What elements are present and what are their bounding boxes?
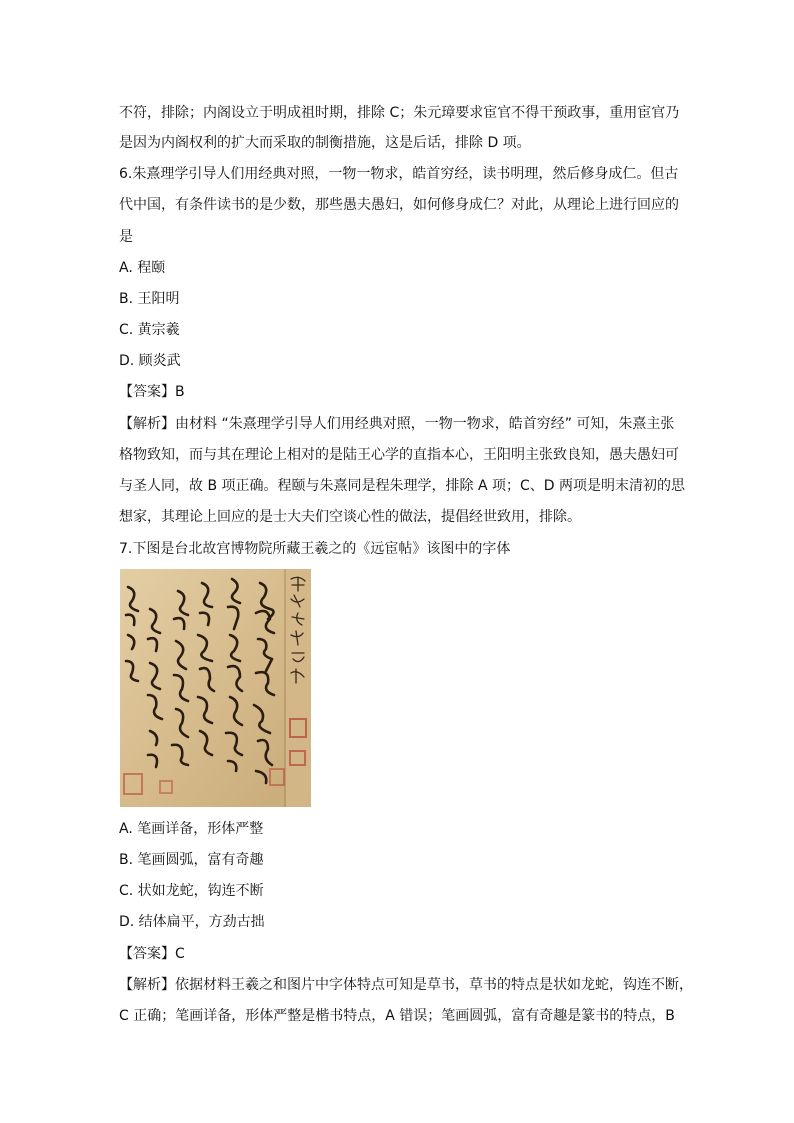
option-7-d: D. 结体扁平，方劲古拙	[119, 914, 265, 930]
option-a: A. 程颐	[119, 260, 166, 276]
option-7-c: C. 状如龙蛇，钩连不断	[119, 883, 264, 899]
question-6-stem: 6.朱熹理学引导人们用经典对照，一物一物求，皓首穷经，读书明理，然后修身成仁。但古	[119, 166, 679, 182]
option-b: B. 王阳明	[119, 291, 180, 307]
analysis-7-2: C 正确；笔画详备，形体严整是楷书特点，A 错误；笔画圆弧，富有奇趣是篆书的特点，B	[119, 1008, 675, 1024]
option-7-a: A. 笔画详备，形体严整	[119, 821, 264, 837]
option-c: C. 黄宗羲	[119, 322, 180, 338]
analysis-6: 【解析】由材料 “朱熹理学引导人们用经典对照，一物一物求，皓首穷经” 可知，朱熹主张	[119, 416, 675, 432]
answer-7: 【答案】C	[119, 946, 185, 962]
analysis-6-2: 格物致知，而与其在理论上相对的是陆王心学的直指本心，王阳明主张致良知，愚夫愚妇可	[119, 447, 679, 463]
analysis-6-4: 想家，其理论上回应的是士大夫们空谈心性的做法，提倡经世致用，排除。	[119, 509, 581, 525]
option-d: D. 顾炎武	[119, 353, 181, 369]
question-6-stem-2: 代中国，有条件读书的是少数，那些愚夫愚妇，如何修身成仁？对此，从理论上进行回应的	[119, 197, 679, 213]
analysis-7: 【解析】依据材料王羲之和图片中字体特点可知是草书，草书的特点是状如龙蛇，钩连不断，	[119, 977, 693, 993]
calligraphy-image	[120, 569, 311, 807]
question-7-stem: 7.下图是台北故宫博物院所藏王羲之的《远宦帖》该图中的字体	[119, 541, 511, 557]
analysis-6-3: 与圣人同，故 B 项正确。程颐与朱熹同是程朱理学，排除 A 项；C、D 两项是明末清初的思	[119, 478, 685, 494]
question-6-stem-3: 是	[119, 229, 133, 245]
line-2: 是因为内阁权利的扩大而采取的制衡措施，这是后话，排除 D 项。	[119, 135, 531, 151]
line-1: 不符，排除；内阁设立于明成祖时期，排除 C；朱元璋要求宦官不得干预政事，重用宦官乃	[119, 105, 680, 121]
option-7-b: B. 笔画圆弧，富有奇趣	[119, 852, 264, 868]
answer-6: 【答案】B	[119, 384, 185, 400]
